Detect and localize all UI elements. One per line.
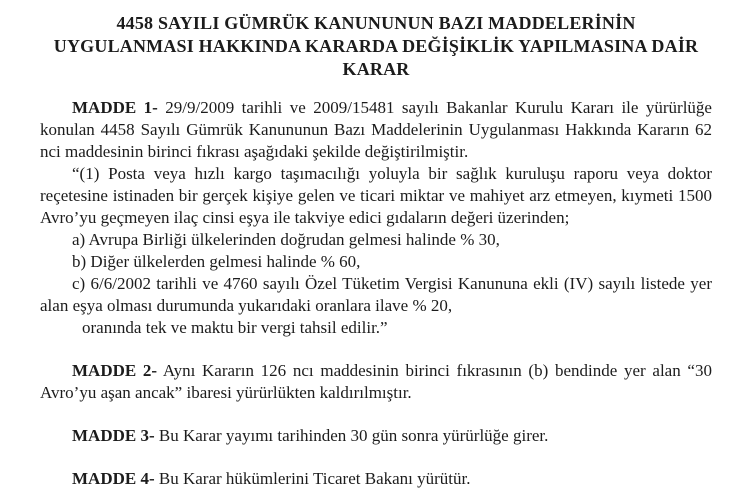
article-3-label: MADDE 3- bbox=[72, 426, 155, 445]
title-line-2: UYGULANMASI HAKKINDA KARARDA DEĞİŞİKLİK YAPILMASINA DAİR bbox=[53, 36, 699, 56]
article-1-paragraph bbox=[40, 97, 712, 163]
article-2-paragraph bbox=[40, 360, 712, 404]
clause-1-paragraph bbox=[40, 163, 712, 229]
list-item-a bbox=[40, 229, 712, 251]
article-4-text: Bu Karar hükümlerini Ticaret Bakanı yürütür. bbox=[158, 469, 471, 488]
document-title bbox=[26, 12, 726, 81]
article-4-label: MADDE 4- bbox=[72, 469, 155, 488]
list-item-a-text: a) Avrupa Birliği ülkelerinden doğrudan gelmesi halinde % 30, bbox=[72, 230, 500, 249]
list-item-c bbox=[40, 273, 712, 317]
title-line-1: 4458 SAYILI GÜMRÜK KANUNUNUN BAZI MADDELERİNİN bbox=[116, 13, 636, 33]
article-1-text: 29/9/2009 tarihli ve 2009/15481 sayılı Bakanlar Kurulu Kararı ile yürürlüğe konulan 4458 Sayılı Gümrük Kanununun Bazı Maddelerinin Uygulanması Hakkında Kararın 62 nci maddesinin birinci fıkrası aşağıdaki şekilde değiştirilmiştir. bbox=[40, 98, 712, 161]
article-1-label: MADDE 1- bbox=[72, 98, 158, 117]
title-line-3: KARAR bbox=[342, 59, 410, 79]
clause-closing-line bbox=[40, 317, 712, 339]
article-4-paragraph bbox=[40, 468, 712, 490]
article-2-text: Aynı Kararın 126 ncı maddesinin birinci fıkrasının (b) bendinde yer alan “30 Avro’yu aşan ancak” ibaresi yürürlükten kaldırılmıştır. bbox=[40, 361, 712, 402]
article-3-text: Bu Karar yayımı tarihinden 30 gün sonra yürürlüğe girer. bbox=[158, 426, 549, 445]
article-3-paragraph bbox=[40, 425, 712, 447]
clause-1-text: “(1) Posta veya hızlı kargo taşımacılığı yoluyla bir sağlık kuruluşu raporu veya doktor reçetesine istinaden bir gerçek kişiye gelen ve ticari miktar ve mahiyet arz etmeyen, kıymeti 1500 Avro’yu geçmeyen ilaç cinsi eşya ile takviye edici gıdaların değeri üzerinden; bbox=[40, 164, 712, 227]
list-item-b-text: b) Diğer ülkelerden gelmesi halinde % 60, bbox=[72, 252, 361, 271]
document-body bbox=[40, 97, 712, 490]
clause-closing-text: oranında tek ve maktu bir vergi tahsil edilir.” bbox=[82, 318, 388, 337]
list-item-c-text: c) 6/6/2002 tarihli ve 4760 sayılı Özel Tüketim Vergisi Kanununa ekli (IV) sayılı listede yer alan eşya olması durumunda yukarıdaki oranlara ilave % 20, bbox=[40, 274, 712, 315]
article-2-label: MADDE 2- bbox=[72, 361, 158, 380]
list-item-b bbox=[40, 251, 712, 273]
